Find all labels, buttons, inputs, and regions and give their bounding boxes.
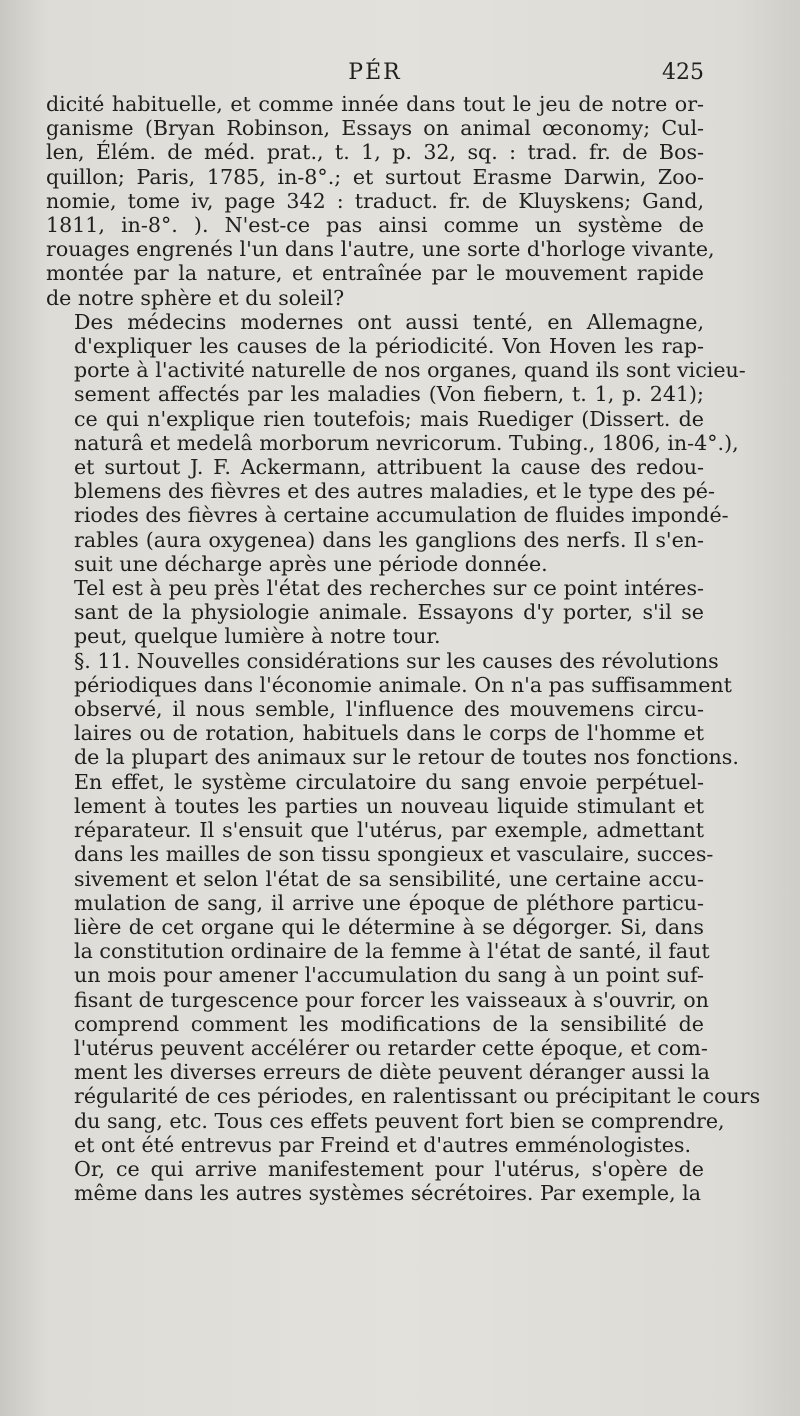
text-line: riodes des fièvres à certaine accumulation de fluides impondé- — [74, 503, 729, 528]
text-line: sivement et selon l'état de sa sensibilité, une certaine accu- — [74, 866, 704, 891]
paragraph — [46, 648, 739, 770]
text-line: En effet, le système circulatoire du sang envoie perpétuel- — [74, 769, 704, 794]
running-title: PÉR — [348, 60, 402, 85]
text-line: laires ou de rotation, habituels dans le corps de l'homme et — [74, 721, 704, 746]
text-line: d'expliquer les causes de la périodicité. Von Hoven les rap- — [74, 334, 704, 359]
text-line: montée par la nature, et entraînée par le mouvement rapide — [46, 261, 704, 286]
text-line: Or, ce qui arrive manifestement pour l'utérus, s'opère de — [74, 1156, 704, 1181]
text-line: comprend comment les modifications de la sensibilité de — [74, 1011, 704, 1036]
text-line: même dans les autres systèmes sécrétoires. Par exemple, la — [74, 1181, 702, 1206]
text-line: len, Élém. de méd. prat., t. 1, p. 32, sq. : trad. fr. de Bos- — [46, 140, 704, 165]
text-line: peut, quelque lumière à notre tour. — [74, 624, 441, 649]
text-line: 1811, in-8°. ). N'est-ce pas ainsi comme un système de — [46, 213, 704, 238]
text-line: la constitution ordinaire de la femme à l'état de santé, il faut — [74, 939, 710, 964]
text-line: du sang, etc. Tous ces effets peuvent fort bien se comprendre, — [74, 1108, 725, 1133]
text-line: observé, il nous semble, l'influence des mouvemens circu- — [74, 697, 704, 722]
text-line: de la plupart des animaux sur le retour de toutes nos fonctions. — [74, 745, 739, 770]
text-line: mulation de sang, il arrive une époque de pléthore particu- — [74, 890, 704, 915]
text-line: sement affectés par les maladies (Von fiebern, t. 1, p. 241); — [74, 382, 704, 407]
paragraph — [46, 92, 715, 310]
text-line: suit une décharge après une période donnée. — [74, 551, 548, 576]
text-line: rables (aura oxygenea) dans les ganglions des nerfs. Il s'en- — [74, 527, 704, 552]
text-line: de notre sphère et du soleil? — [46, 285, 345, 310]
text-line: ce qui n'explique rien toutefois; mais Ruediger (Dissert. de — [74, 406, 704, 431]
text-line: Tel est à peu près l'état des recherches sur ce point intéres- — [74, 576, 704, 601]
text-line: ganisme (Bryan Robinson, Essays on animal œconomy; Cul- — [46, 116, 704, 141]
text-line: et ont été entrevus par Freind et d'autres emménologistes. — [74, 1132, 692, 1157]
text-line: régularité de ces périodes, en ralentissant ou précipitant le cours — [74, 1084, 761, 1109]
text-line: et surtout J. F. Ackermann, attribuent la cause des redou- — [74, 455, 704, 480]
text-line: rouages engrenés l'un dans l'autre, une sorte d'horloge vivante, — [46, 237, 715, 262]
text-line: un mois pour amener l'accumulation du sang à un point suf- — [74, 963, 704, 988]
page-header — [46, 60, 704, 90]
text-line: §. 11. Nouvelles considérations sur les causes des révolutions — [74, 648, 719, 673]
paragraph — [46, 1157, 704, 1205]
text-line: ment les diverses erreurs de diète peuvent déranger aussi la — [74, 1060, 710, 1085]
text-line: l'utérus peuvent accélérer ou retarder cette époque, et com- — [74, 1035, 708, 1060]
page-number: 425 — [662, 60, 704, 85]
paragraph — [46, 769, 761, 1157]
text-line: quillon; Paris, 1785, in-8°.; et surtout Erasme Darwin, Zoo- — [46, 164, 704, 189]
text-line: réparateur. Il s'ensuit que l'utérus, par exemple, admettant — [74, 818, 704, 843]
text-line: nomie, tome iv, page 342 : traduct. fr. de Kluyskens; Gand, — [46, 188, 704, 213]
text-line: naturâ et medelâ morborum nevricorum. Tubing., 1806, in-4°.), — [74, 430, 739, 455]
paragraph — [46, 309, 746, 576]
text-line: fisant de turgescence pour forcer les vaisseaux à s'ouvrir, on — [74, 987, 709, 1012]
body-text — [46, 92, 761, 1206]
text-line: lement à toutes les parties un nouveau liquide stimulant et — [74, 793, 704, 818]
paragraph — [46, 576, 704, 649]
text-line: lière de cet organe qui le détermine à se dégorger. Si, dans — [74, 914, 704, 939]
text-line: porte à l'activité naturelle de nos organes, quand ils sont vicieu- — [74, 358, 746, 383]
text-line: sant de la physiologie animale. Essayons d'y porter, s'il se — [74, 600, 704, 625]
text-line: Des médecins modernes ont aussi tenté, en Allemagne, — [74, 309, 704, 334]
text-line: périodiques dans l'économie animale. On n'a pas suffisamment — [74, 672, 732, 697]
text-line: blemens des fièvres et des autres maladies, et le type des pé- — [74, 479, 715, 504]
text-line: dans les mailles de son tissu spongieux et vasculaire, succes- — [74, 842, 714, 867]
text-line: dicité habituelle, et comme innée dans tout le jeu de notre or- — [46, 92, 704, 116]
